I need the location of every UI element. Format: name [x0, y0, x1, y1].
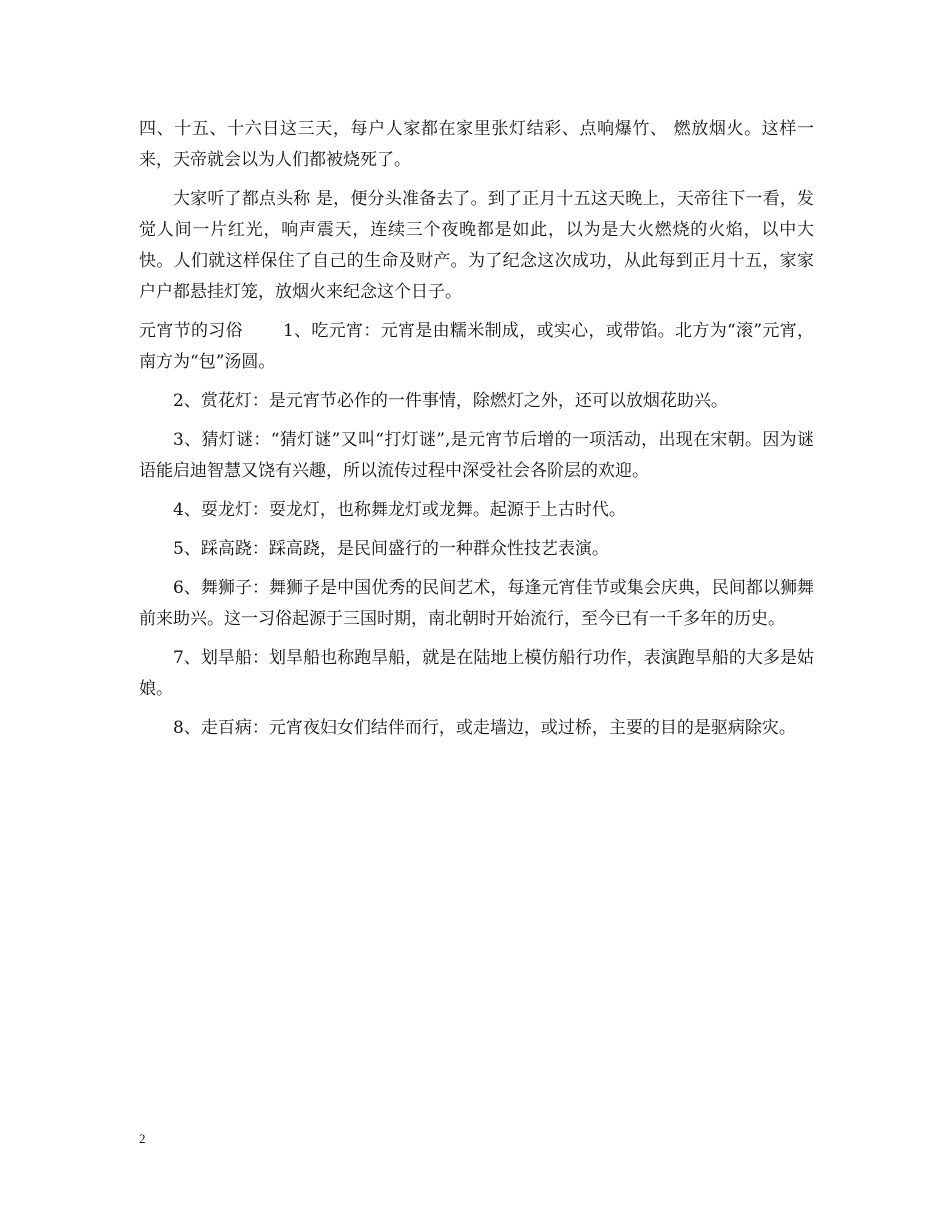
custom-item-riddles: 3、猜灯谜：“猜灯谜”又叫“打灯谜”,是元宵节后增的一项活动，出现在宋朝。因为谜语能启迪智慧又饶有兴趣，所以流传过程中深受社会各阶层的欢迎。: [139, 430, 814, 481]
page-number: 2: [139, 1131, 146, 1146]
paragraph-continuation: 四、十五、十六日这三天，每户人家都在家里张灯结彩、点响爆竹、 燃放烟火。这样一来，天帝就会以为人们都被烧死了。: [139, 119, 814, 170]
custom-item-lion-dance: 6、舞狮子：舞狮子是中国优秀的民间艺术，每逢元宵佳节或集会庆典，民间都以狮舞前来助兴。这一习俗起源于三国时期，南北朝时开始流行，至今已有一千多年的历史。: [139, 578, 814, 629]
custom-item-text: 1、吃元宵：元宵是由糯米制成，或实心，或带馅。北方为“滚”元宵，南方为“包”汤圆。: [139, 321, 815, 372]
custom-item-stilts: 5、踩高跷：踩高跷，是民间盛行的一种群众性技艺表演。: [173, 539, 609, 559]
custom-item-land-boat: 7、划旱船：划旱船也称跑旱船，就是在陆地上模仿船行功作，表演跑旱船的大多是姑娘。: [139, 648, 814, 699]
custom-item-walk-away-illness: 8、走百病：元宵夜妇女们结伴而行，或走墙边，或过桥，主要的目的是驱病除灾。: [173, 718, 796, 738]
custom-item-eat-yuanxiao: [139, 316, 814, 378]
custom-item-dragon-dance: 4、耍龙灯：耍龙灯，也称舞龙灯或龙舞。起源于上古时代。: [173, 500, 626, 520]
paragraph-story-ending: 大家听了都点头称 是，便分头准备去了。到了正月十五这天晚上，天帝往下一看，发觉人间一片红光，响声震天，连续三个夜晚都是如此，以为是大火燃烧的火焰，以中大快。人们就这样保住了自己的生命及财产。为了纪念这次成功，从此每到正月十五，家家户户都悬挂灯笼，放烟火来纪念这个日子。: [139, 189, 814, 302]
customs-heading: 元宵节的习俗: [139, 321, 243, 341]
document-body: [139, 114, 814, 752]
custom-item-lanterns: 2、赏花灯：是元宵节必作的一件事情，除燃灯之外，还可以放烟花助兴。: [173, 391, 728, 411]
